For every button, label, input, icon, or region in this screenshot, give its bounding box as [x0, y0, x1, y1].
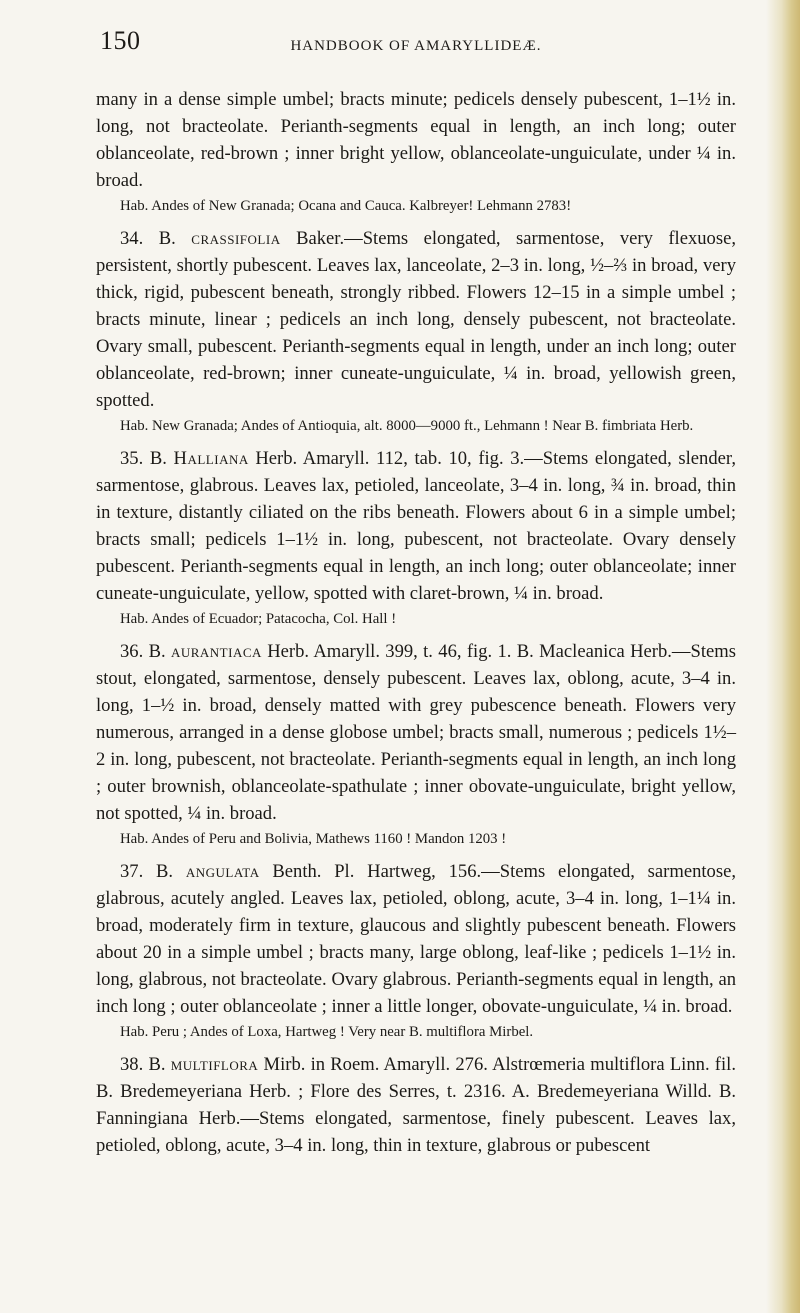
species-name: angulata [185, 861, 260, 882]
continuation-paragraph: many in a dense simple umbel; bracts minute; pedicels densely pubescent, 1–1½ in. long, not bracteolate. Perianth-segments equal in length, an inch long; outer oblanceolate, red-brown ; inner bright yellow, oblanceolate-unguiculate, under ¼ in. broad. [96, 89, 736, 191]
species-name: crassifolia [191, 228, 281, 249]
entry-text: Herb. Amaryll. 399, t. 46, fig. 1. B. Macleanica Herb.—Stems stout, elongated, sarmentose, densely pubescent. Leaves lax, oblong, acute, 3–4 in. long, 1–½ in. broad, densely matted with grey pubescence beneath. Flowers very numerous, arranged in a dense globose umbel; bracts small, numerous ; pedicels 1½–2 in. long, pubescent, not bracteolate. Perianth-segments equal in length, an inch long ; outer brownish, oblanceolate-spathulate ; inner obovate-unguiculate, bright yellow, not spotted, ¼ in. broad. [96, 641, 736, 824]
entry-text: Benth. Pl. Hartweg, 156.—Stems elongated, sarmentose, glabrous, acutely angled. Leaves lax, petioled, oblong, acute, 3–4 in. long, 1–1¼ in. broad, moderately firm in texture, glaucous and slightly pubescent beneath. Flowers about 20 in a simple umbel ; bracts many, large oblong, leaf-like ; pedicels 1–1½ in. long, glabrous, not bracteolate. Ovary glabrous. Perianth-segments equal in length, an inch long ; outer oblanceolate ; inner a little longer, obovate-unguiculate, ¼ in. broad. [96, 861, 736, 1017]
species-entry-35 [96, 445, 736, 607]
species-entry-34 [96, 225, 736, 414]
entry-number: 35. B. [120, 448, 167, 469]
page-content [96, 26, 736, 1159]
species-entry-36 [96, 638, 736, 827]
species-name: multiflora [170, 1054, 259, 1075]
habitat-note: Hab. New Granada; Andes of Antioquia, alt. 8000—9000 ft., Lehmann ! Near B. fimbriata Herb. [120, 418, 694, 434]
species-entry-38 [96, 1051, 736, 1159]
page-edge-shading [766, 0, 800, 1313]
page-number: 150 [100, 26, 141, 55]
habitat-note: Hab. Andes of New Granada; Ocana and Cauca. Kalbreyer! Lehmann 2783! [120, 198, 572, 214]
entry-number: 34. B. [120, 228, 176, 249]
habitat-note: Hab. Andes of Peru and Bolivia, Mathews 1160 ! Mandon 1203 ! [120, 831, 507, 847]
entry-text: Baker.—Stems elongated, sarmentose, very flexuose, persistent, shortly pubescent. Leaves lax, lanceolate, 2–3 in. long, ½–⅔ in broad, very thick, rigid, pubescent beneath, strongly ribbed. Flowers 12–15 in a simple umbel ; bracts minute, linear ; pedicels an inch long, densely pubescent, not bracteolate. Ovary small, pubescent. Perianth-segments equal in length, under an inch long; outer oblanceolate, red-brown; inner cuneate-unguiculate, ¼ in. broad, yellowish green, spotted. [96, 228, 736, 411]
body-text [96, 86, 736, 1159]
species-name: aurantiaca [170, 641, 262, 662]
entry-number: 38. B. [120, 1054, 166, 1075]
habitat-note: Hab. Andes of Ecuador; Patacocha, Col. Hall ! [120, 611, 397, 627]
page-header [96, 26, 736, 72]
entry-number: 36. B. [120, 641, 166, 662]
species-name: Halliana [173, 448, 249, 469]
running-head: HANDBOOK OF AMARYLLIDEÆ. [290, 38, 542, 54]
habitat-note: Hab. Peru ; Andes of Loxa, Hartweg ! Very near B. multiflora Mirbel. [120, 1024, 534, 1040]
species-entry-37 [96, 858, 736, 1020]
entry-number: 37. B. [120, 861, 174, 882]
entry-text: Herb. Amaryll. 112, tab. 10, fig. 3.—Stems elongated, slender, sarmentose, glabrous. Leaves lax, petioled, lanceolate, 3–4 in. long, ¾ in. broad, thin in texture, distantly ciliated on the ribs beneath. Flowers about 6 in a simple umbel; bracts small; pedicels 1–1½ in. long, pubescent, not bracteolate. Ovary densely pubescent. Perianth-segments equal in length, an inch long; outer oblanceolate; inner cuneate-unguiculate, yellow, spotted with claret-brown, ¼ in. broad. [96, 448, 736, 604]
entry-text: Mirb. in Roem. Amaryll. 276. Alstrœmeria multiflora Linn. fil. B. Bredemeyeriana Herb. ; Flore des Serres, t. 2316. A. Bredemeyeriana Willd. B. Fanningiana Herb.—Stems elongated, sarmentose, finely pubescent. Leaves lax, petioled, oblong, acute, 3–4 in. long, thin in texture, glabrous or pubescent [96, 1054, 736, 1156]
